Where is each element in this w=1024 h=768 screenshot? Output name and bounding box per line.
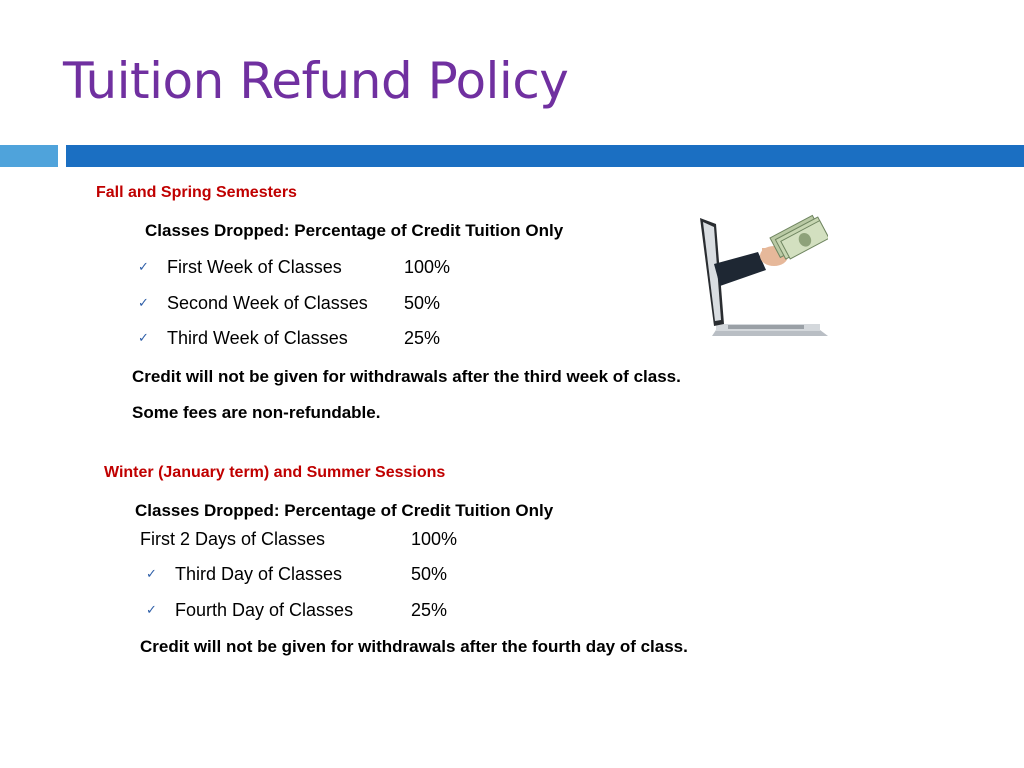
winter-item-label: Fourth Day of Classes (175, 600, 354, 620)
fall-item-value: 25% (404, 328, 441, 348)
fall-heading: Fall and Spring Semesters (96, 184, 297, 201)
winter-note-withdrawal: Credit will not be given for withdrawals after the fourth day of class. (140, 637, 688, 656)
fall-item-value: 50% (404, 293, 441, 313)
checkmark-icon: ✓ (138, 295, 149, 310)
page-title: Tuition Refund Policy (63, 52, 569, 110)
fall-item-label: First Week of Classes (167, 257, 342, 277)
winter-item-value: 50% (411, 564, 448, 584)
fall-subheading: Classes Dropped: Percentage of Credit Tuition Only (145, 221, 564, 240)
fall-item-label: Third Week of Classes (167, 328, 348, 348)
winter-item-value: 25% (411, 600, 448, 620)
checkmark-icon: ✓ (146, 566, 157, 581)
winter-first-label: First 2 Days of Classes (140, 529, 326, 549)
winter-item-label: Third Day of Classes (175, 564, 343, 584)
fall-note-withdrawal: Credit will not be given for withdrawals after the third week of class. (132, 367, 681, 386)
winter-heading: Winter (January term) and Summer Sessions (104, 464, 446, 481)
checkmark-icon: ✓ (146, 602, 157, 617)
laptop-money-icon (694, 212, 828, 338)
fall-note-fees: Some fees are non-refundable. (132, 403, 381, 422)
fall-item-label: Second Week of Classes (167, 293, 368, 313)
header-bar (66, 145, 1024, 167)
winter-first-value: 100% (411, 529, 458, 549)
checkmark-icon: ✓ (138, 259, 149, 274)
winter-subheading: Classes Dropped: Percentage of Credit Tuition Only (135, 501, 554, 520)
header-bar-accent (0, 145, 58, 167)
fall-item-value: 100% (404, 257, 451, 277)
checkmark-icon: ✓ (138, 330, 149, 345)
